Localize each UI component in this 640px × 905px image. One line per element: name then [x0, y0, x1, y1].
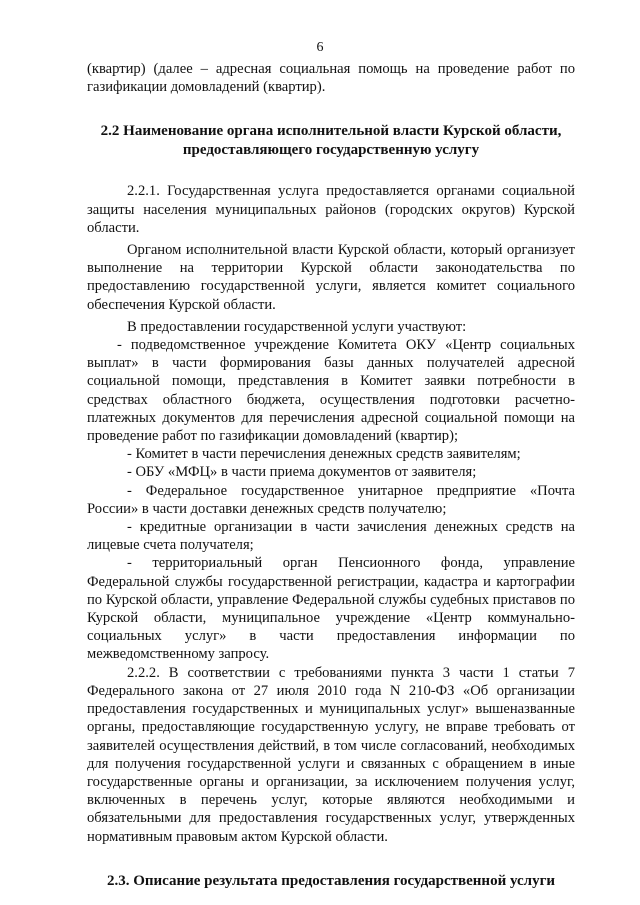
section-heading-2-2: 2.2 Наименование органа исполнительной власти Курской области, предоставляющего государственную услугу [100, 123, 562, 158]
paragraph-2-2-2: 2.2.2. В соответствии с требованиями пункта 3 части 1 статьи 7 Федерального закона от 27 июля 2010 года N 210-ФЗ «Об организации предоставления государственных и муниципальных услуг» вышеназванные органы, предоставляющие государственную услугу, не вправе требовать от заявителей осуществления действий, в том числе согласований, необходимых для получения государственной услуги и связанных с обращением в иные государственные органы и организации, за исключением получения услуг, включенных в перечень услуг, которые являются необходимыми и обязательными для предоставления государственных услуг, утвержденных нормативным правовым актом Курской области. [87, 664, 575, 845]
section-heading-2-3: 2.3. Описание результата предоставления государственной услуги [106, 872, 556, 889]
list-item: - подведомственное учреждение Комитета ОКУ «Центр социальных выплат» в части формирования базы данных получателей адресной социальной помощи, представления в Комитет заявки потребности в средствах областного бюджета, осуществления подготовки расчетно-платежных документов для перечисления адресной социальной помощи на проведение работ по газификации домовладений (квартир); [87, 337, 575, 445]
paragraph-2-2-1: 2.2.1. Государственная услуга предоставляется органами социальной защиты населения муниципальных районов (городских округов) Курской области. [87, 183, 575, 236]
page-number: 6 [316, 40, 324, 55]
list-item: - кредитные организации в части зачисления денежных средств на лицевые счета получателя; [87, 519, 575, 554]
list-item: - территориальный орган Пенсионного фонда, управление Федеральной службы государственной регистрации, кадастра и картографии по Курской области, управление Федеральной службы судебных приставов по Курской области, муниципальное учреждение «Центр коммунально-социальных услуг» в части предоставления информации по межведомственному запросу. [87, 555, 575, 663]
paragraph-organ: Органом исполнительной власти Курской области, который организует выполнение на территории Курской области законодательства по предоставлению государственной услуги, является комитет социального обеспечения Курской области. [87, 242, 575, 313]
document-body [87, 60, 575, 890]
list-item: - ОБУ «МФЦ» в части приема документов от заявителя; [127, 464, 477, 481]
list-item: - Комитет в части перечисления денежных средств заявителям; [127, 446, 521, 463]
intro-paragraph: (квартир) (далее – адресная социальная помощь на проведение работ по газификации домовладений (квартир). [87, 61, 575, 96]
paragraph-participants: В предоставлении государственной услуги участвуют: [127, 318, 467, 335]
list-item: - Федеральное государственное унитарное предприятие «Почта России» в части доставки денежных средств получателю; [87, 482, 575, 517]
